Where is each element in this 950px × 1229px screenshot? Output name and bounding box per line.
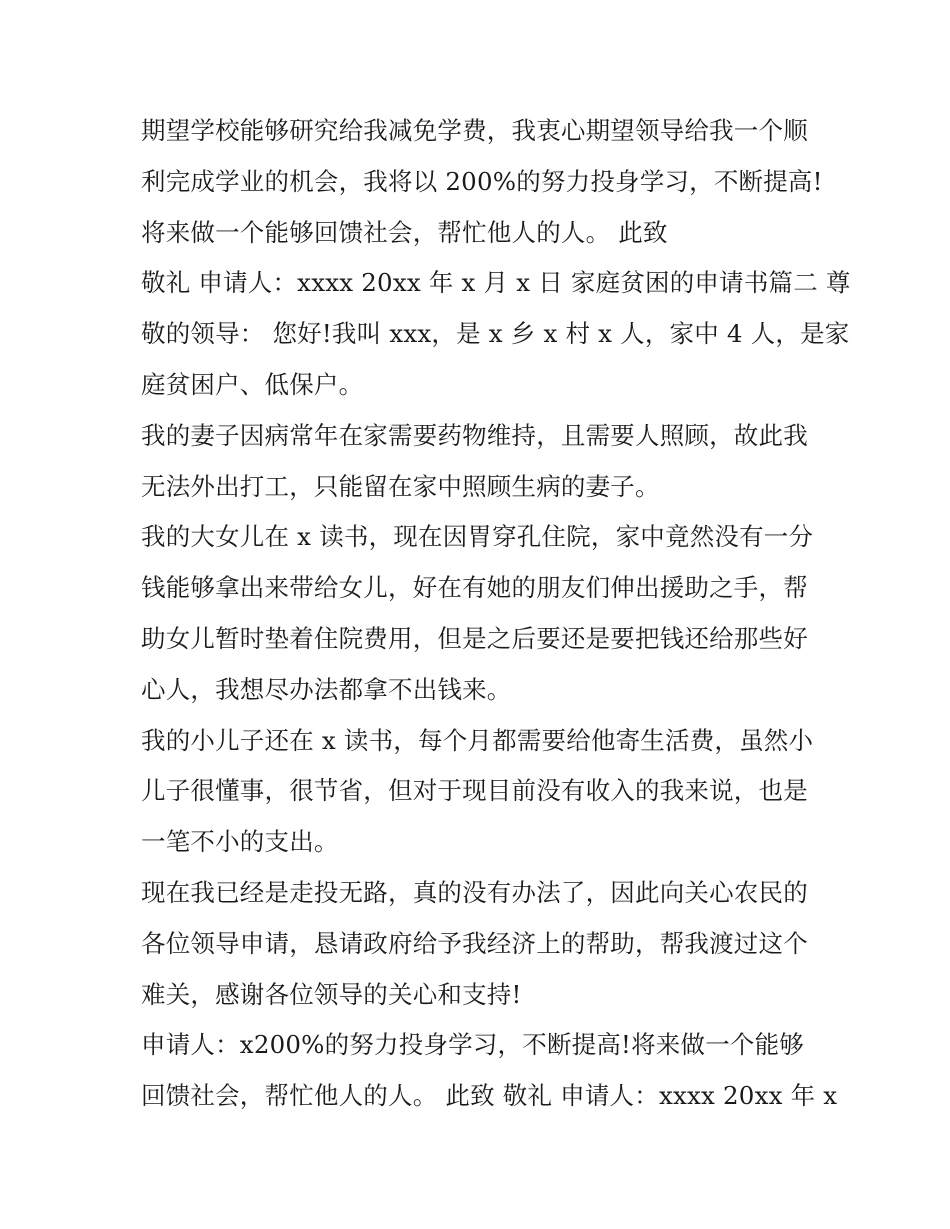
text-line-18: 难关，感谢各位领导的关心和支持! [141,979,522,1009]
text-line-20: 回馈社会，帮忙他人的人。 此致 敬礼 申请人：xxxx 20xx 年 x [141,1081,838,1111]
text-line-4: 敬礼 申请人：xxxx 20xx 年 x 月 x 日 家庭贫困的申请书篇二 尊 [141,268,851,298]
text-line-8: 无法外出打工，只能留在家中照顾生病的妻子。 [141,471,660,501]
text-line-1: 期望学校能够研究给我减免学费，我衷心期望领导给我一个顺 [141,116,808,145]
text-line-10: 钱能够拿出来带给女儿，好在有她的朋友们伸出援助之手，帮 [141,573,808,603]
text-line-15: 一笔不小的支出。 [141,827,339,857]
text-line-16: 现在我已经是走投无路，真的没有办法了，因此向关心农民的 [141,877,808,907]
text-line-9: 我的大女儿在 x 读书，现在因胃穿孔住院，家中竟然没有一分 [141,522,814,552]
document-body [141,106,851,1122]
text-line-7: 我的妻子因病常年在家需要药物维持，且需要人照顾，故此我 [141,420,808,450]
text-line-2: 利完成学业的机会，我将以 200%的努力投身学习，不断提高! [141,166,823,196]
text-line-6: 庭贫困户、低保户。 [141,369,364,399]
text-line-17: 各位领导申请，恳请政府给予我经济上的帮助，帮我渡过这个 [141,928,808,958]
text-line-3: 将来做一个能够回馈社会，帮忙他人的人。 此致 [141,217,668,247]
text-line-11: 助女儿暂时垫着住院费用，但是之后要还是要把钱还给那些好 [141,623,808,653]
text-line-12: 心人，我想尽办法都拿不出钱来。 [141,674,512,704]
text-line-13: 我的小儿子还在 x 读书，每个月都需要给他寄生活费，虽然小 [141,725,814,755]
text-line-5: 敬的领导： 您好!我叫 xxx，是 x 乡 x 村 x 人，家中 4 人，是家 [141,319,850,349]
text-line-19: 申请人：x200%的努力投身学习，不断提高!将来做一个能够 [141,1030,805,1060]
text-line-14: 儿子很懂事，很节省，但对于现目前没有收入的我来说，也是 [141,776,808,806]
